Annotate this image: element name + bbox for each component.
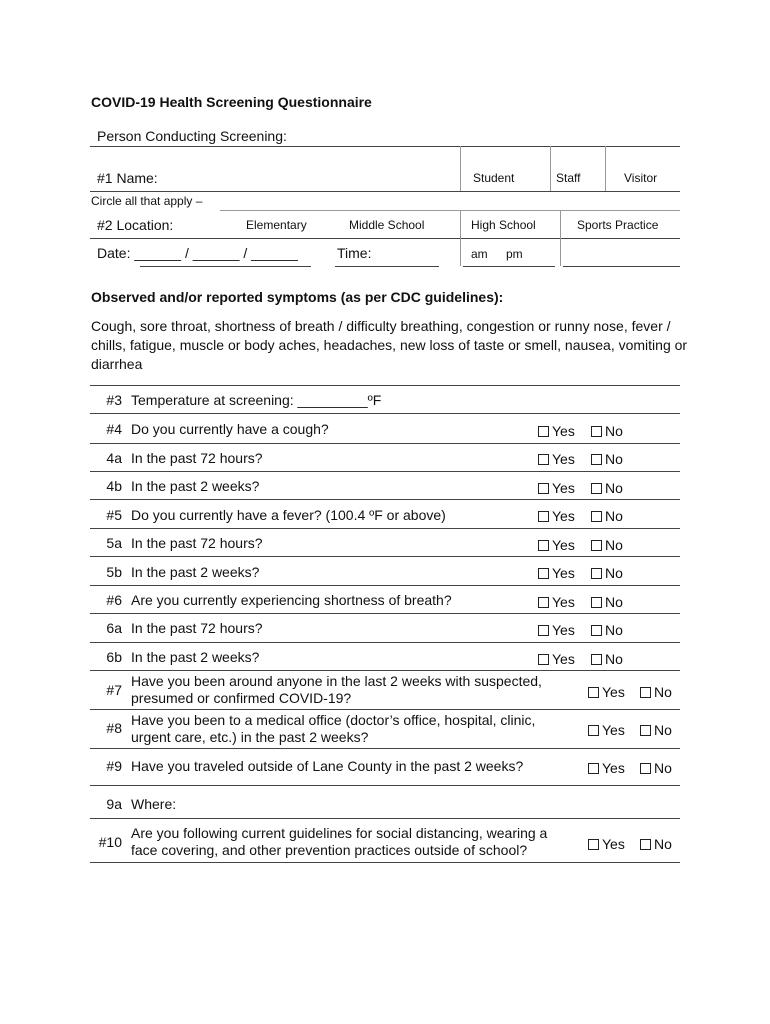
location-middle-school[interactable]: Middle School [349, 218, 425, 232]
time-label: Time: [337, 245, 372, 261]
role-student[interactable]: Student [473, 171, 515, 185]
question-text: Do you currently have a cough? [131, 421, 329, 437]
divider [90, 642, 680, 643]
checkbox-icon[interactable] [640, 763, 651, 774]
divider [220, 210, 680, 211]
am-option[interactable]: am [471, 247, 488, 261]
no-option[interactable]: No [591, 423, 623, 439]
checkbox-icon[interactable] [538, 568, 549, 579]
question-number: #7 [106, 682, 122, 698]
checkbox-icon[interactable] [591, 511, 602, 522]
checkbox-icon[interactable] [588, 763, 599, 774]
divider [460, 210, 461, 266]
divider [550, 146, 551, 191]
yes-option[interactable]: Yes [538, 451, 575, 467]
checkbox-icon[interactable] [588, 687, 599, 698]
yes-option[interactable]: Yes [538, 423, 575, 439]
no-option[interactable]: No [640, 760, 672, 776]
yes-option[interactable]: Yes [538, 651, 575, 667]
checkbox-icon[interactable] [538, 540, 549, 551]
divider [335, 266, 439, 267]
question-text: In the past 2 weeks? [131, 478, 260, 494]
divider [90, 709, 680, 710]
form-title: COVID-19 Health Screening Questionnaire [91, 94, 372, 110]
divider [90, 818, 680, 819]
no-option[interactable]: No [591, 508, 623, 524]
checkbox-icon[interactable] [591, 568, 602, 579]
no-option[interactable]: No [640, 684, 672, 700]
symptoms-heading: Observed and/or reported symptoms (as per CDC guidelines): [91, 289, 504, 305]
question-text-line2: urgent care, etc.) in the past 2 weeks? [131, 729, 369, 745]
divider [90, 862, 680, 863]
divider [90, 556, 680, 557]
divider [90, 499, 680, 500]
no-option[interactable]: No [591, 451, 623, 467]
question-text-line2: presumed or confirmed COVID-19? [131, 690, 352, 706]
question-text: Are you currently experiencing shortness of breath? [131, 592, 452, 608]
question-number: #8 [106, 720, 122, 736]
question-number: 9a [106, 796, 122, 812]
divider [90, 238, 680, 239]
no-option[interactable]: No [591, 594, 623, 610]
divider [605, 146, 606, 191]
pm-option[interactable]: pm [506, 247, 523, 261]
location-label: #2 Location: [97, 217, 174, 233]
no-option[interactable]: No [591, 565, 623, 581]
checkbox-icon[interactable] [538, 454, 549, 465]
question-text-line1: Have you been around anyone in the last 2 weeks with suspected, [131, 673, 542, 689]
divider [90, 385, 680, 386]
date-field[interactable]: Date: ______ / ______ / ______ [97, 245, 298, 261]
checkbox-icon[interactable] [640, 839, 651, 850]
yes-option[interactable]: Yes [588, 722, 625, 738]
question-text: Temperature at screening: _________ºF [131, 392, 382, 408]
location-high-school[interactable]: High School [471, 218, 536, 232]
checkbox-icon[interactable] [538, 625, 549, 636]
question-text: In the past 2 weeks? [131, 564, 260, 580]
yes-option[interactable]: Yes [588, 760, 625, 776]
question-number: #10 [98, 834, 122, 850]
question-number: 6a [106, 620, 122, 636]
role-staff[interactable]: Staff [556, 171, 581, 185]
question-number: 4a [106, 450, 122, 466]
checkbox-icon[interactable] [588, 839, 599, 850]
location-elementary[interactable]: Elementary [246, 218, 307, 232]
checkbox-icon[interactable] [591, 426, 602, 437]
yes-option[interactable]: Yes [538, 594, 575, 610]
divider [90, 785, 680, 786]
checkbox-icon[interactable] [591, 625, 602, 636]
checkbox-icon[interactable] [591, 454, 602, 465]
question-number: 5a [106, 535, 122, 551]
checkbox-icon[interactable] [588, 725, 599, 736]
no-option[interactable]: No [591, 537, 623, 553]
divider [90, 748, 680, 749]
question-row [90, 825, 680, 861]
question-number: #3 [106, 392, 122, 408]
divider [460, 146, 461, 191]
no-option[interactable]: No [640, 722, 672, 738]
checkbox-icon[interactable] [538, 511, 549, 522]
checkbox-icon[interactable] [640, 725, 651, 736]
checkbox-icon[interactable] [591, 483, 602, 494]
divider [90, 471, 680, 472]
checkbox-icon[interactable] [538, 597, 549, 608]
screener-label: Person Conducting Screening: [97, 128, 287, 144]
divider [140, 266, 311, 267]
circle-note: Circle all that apply – [91, 194, 203, 208]
yes-option[interactable]: Yes [588, 684, 625, 700]
question-text: In the past 2 weeks? [131, 649, 260, 665]
question-text: Do you currently have a fever? (100.4 ºF or above) [131, 507, 446, 523]
question-number: 5b [106, 564, 122, 580]
divider [90, 191, 680, 192]
question-text-line1: Have you been to a medical office (doctor’s office, hospital, clinic, [131, 712, 536, 728]
divider [560, 210, 561, 266]
no-option[interactable]: No [591, 480, 623, 496]
question-text-line1: Are you following current guidelines for social distancing, wearing a [131, 825, 548, 841]
divider [463, 266, 555, 267]
divider [90, 528, 680, 529]
question-text: In the past 72 hours? [131, 535, 263, 551]
divider [90, 613, 680, 614]
question-number: #5 [106, 507, 122, 523]
checkbox-icon[interactable] [538, 426, 549, 437]
checkbox-icon[interactable] [538, 483, 549, 494]
question-number: #6 [106, 592, 122, 608]
checkbox-icon[interactable] [591, 597, 602, 608]
divider [90, 670, 680, 671]
divider [90, 413, 680, 414]
no-option[interactable]: No [591, 622, 623, 638]
question-row [90, 712, 680, 748]
question-text: Have you traveled outside of Lane County in the past 2 weeks? [131, 758, 524, 774]
checkbox-icon[interactable] [538, 654, 549, 665]
question-number: #9 [106, 758, 122, 774]
yes-option[interactable]: Yes [538, 480, 575, 496]
checkbox-icon[interactable] [591, 540, 602, 551]
role-visitor[interactable]: Visitor [624, 171, 658, 185]
yes-option[interactable]: Yes [538, 622, 575, 638]
no-option[interactable]: No [591, 651, 623, 667]
location-sports-practice[interactable]: Sports Practice [577, 218, 659, 232]
divider [90, 585, 680, 586]
no-option[interactable]: No [640, 836, 672, 852]
question-text: In the past 72 hours? [131, 620, 263, 636]
yes-option[interactable]: Yes [538, 565, 575, 581]
question-number: #4 [106, 421, 122, 437]
checkbox-icon[interactable] [591, 654, 602, 665]
divider [90, 146, 680, 147]
where-field[interactable]: Where: [131, 796, 177, 812]
symptoms-list: Cough, sore throat, shortness of breath / difficulty breathing, congestion or runny nose, fever / chills, fatigue, muscle or body aches, headaches, new loss of taste or smell, nausea, vomiting or diarrhea [91, 318, 688, 372]
question-number: 4b [106, 478, 122, 494]
yes-option[interactable]: Yes [538, 537, 575, 553]
divider [90, 443, 680, 444]
name-label: #1 Name: [97, 170, 158, 186]
yes-option[interactable]: Yes [538, 508, 575, 524]
question-text-line2: face covering, and other prevention practices outside of school? [131, 842, 528, 858]
divider [563, 266, 680, 267]
checkbox-icon[interactable] [640, 687, 651, 698]
question-row [90, 673, 680, 709]
question-number: 6b [106, 649, 122, 665]
question-text: In the past 72 hours? [131, 450, 263, 466]
yes-option[interactable]: Yes [588, 836, 625, 852]
